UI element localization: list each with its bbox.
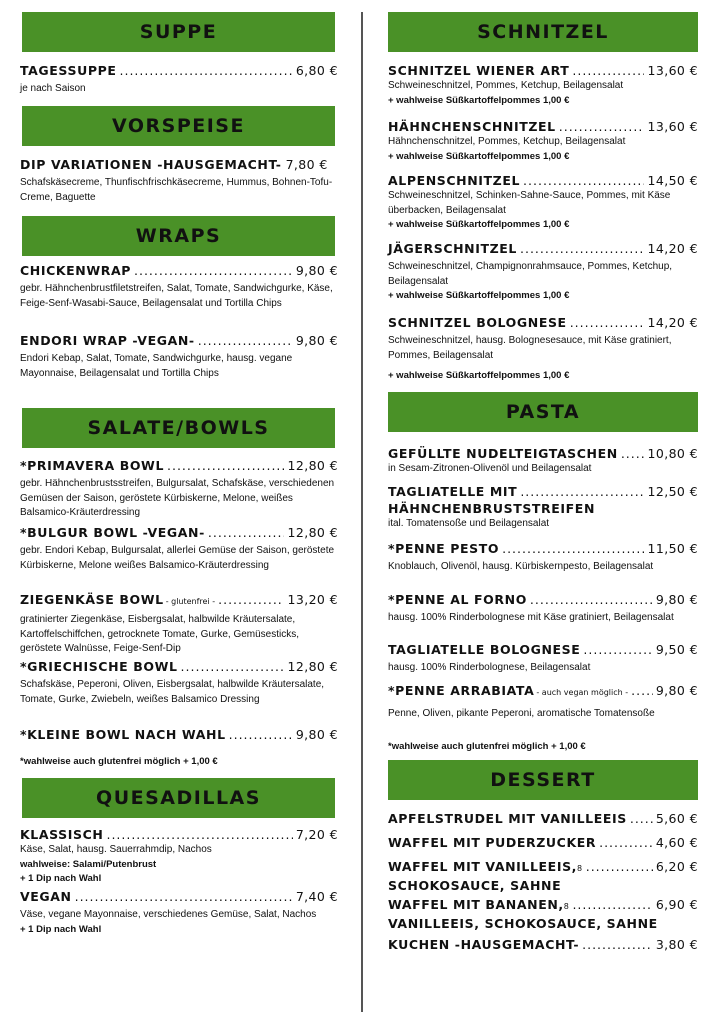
section-title: SUPPE [139,21,218,43]
item-price: 5,60 € [655,811,698,826]
item-price: 10,80 € [647,446,698,461]
item-description: hausg. 100% Rinderbolognese, Beilagensalat [388,662,591,673]
item-description: gratinierter Ziegenkäse, Eisbergsalat, halbwilde Kräutersalate, Kartoffelschiffchen, getrocknete Tomate, Gurke, Gemüsesticks, geröstete Walnüsse, Feige-Senf-Dip [20,614,300,654]
section-banner-schnitzel [388,12,698,52]
menu-item [20,658,338,707]
item-price: 14,20 € [647,241,698,256]
item-price: 7,20 € [295,827,338,842]
item-name: *PENNE PESTO [388,541,500,556]
section-title: SALATE/BOWLS [87,417,270,439]
item-superscript: 8 [563,902,570,911]
section-banner-quesadillas [22,778,335,818]
item-name: WAFFEL MIT PUDERZUCKER [388,835,597,850]
menu-item [388,483,698,532]
item-price: 12,80 € [287,458,338,473]
item-extra: + 1 Dip nach Wahl [20,923,102,935]
item-price: 9,80 € [655,592,698,607]
item-price: 9,80 € [295,263,338,278]
item-name: DIP VARIATIONEN -HAUSGEMACHT- [20,157,282,172]
item-price: 3,80 € [655,937,698,952]
menu-item [20,888,338,937]
item-superscript: 8 [577,864,583,873]
item-price: 12,80 € [287,659,338,674]
menu-item [388,172,698,232]
item-name: *BULGUR BOWL -VEGAN- [20,525,205,540]
item-description: Penne, Oliven, pikante Peperoni, aromatische Tomatensoße [388,708,655,719]
item-price: 9,80 € [295,333,338,348]
section-title: WRAPS [135,225,222,247]
menu-item [388,445,698,477]
item-note: - auch vegan möglich - [536,688,629,697]
item-price: 7,80 € [285,157,328,172]
section-title: DESSERT [490,769,596,791]
menu-item [20,457,338,521]
menu-item [20,262,338,311]
item-extra: wahlweise: Salami/Putenbrust [20,858,157,870]
item-name: HÄHNCHENSCHNITZEL [388,119,556,134]
item-name: ENDORI WRAP -VEGAN- [20,333,195,348]
item-description: hausg. 100% Rinderbolognese mit Käse gratiniert, Beilagensalat [388,612,674,623]
item-description: Schweineschnitzel, Champignonrahmsauce, Pommes, Ketchup, Beilagensalat [388,261,673,287]
column-divider [361,12,363,1012]
item-name: *GRIECHISCHE BOWL [20,659,178,674]
item-price: 7,40 € [295,889,338,904]
item-description: gebr. Hähnchenbrustsstreifen, Bulgursalat, Schafskäse, verschiedenen Gemüsen der Saison, geröstete Kürbiskerne, Melone, weißes Balsamico-Kräuterdressing [20,478,335,518]
menu-item [388,641,698,676]
item-description: Schweineschnitzel, hausg. Bolognesesauce, mit Käse gratiniert, Pommes, Beilagensalat [388,335,672,361]
item-name: KUCHEN -HAUSGEMACHT- [388,937,580,952]
item-description: gebr. Endori Kebap, Bulgursalat, allerlei Gemüse der Saison, geröstete Kürbiskerne, Melone weißes Balsamico-Kräuterdressing [20,545,335,571]
menu-item [388,834,698,851]
item-description: Schweineschnitzel, Schinken-Sahne-Sauce, Pommes, mit Käse überbacken, Beilagensalat [388,190,671,216]
item-price: 13,60 € [647,119,698,134]
item-name: CHICKENWRAP [20,263,131,278]
footnote: *wahlweise auch glutenfrei möglich + 1,00 € [20,756,218,767]
menu-item [388,896,698,932]
footnote: *wahlweise auch glutenfrei möglich + 1,00 € [388,741,586,752]
item-extra: + wahlweise Süßkartoffelpommes 1,00 € [388,290,570,301]
item-name: TAGLIATELLE MIT [388,484,518,499]
item-name-line2: VANILLEEIS, SCHOKOSAUCE, SAHNE [388,916,658,931]
item-price: 14,50 € [647,173,698,188]
item-price: 9,50 € [655,642,698,657]
item-name: VEGAN [20,889,72,904]
item-name: JÄGERSCHNITZEL [388,241,517,256]
item-extra: + wahlweise Süßkartoffelpommes 1,00 € [388,370,570,381]
item-price: 9,80 € [295,727,338,742]
item-description: Schweineschnitzel, Pommes, Ketchup, Beilagensalat [388,80,624,91]
item-price: 9,80 € [655,683,698,698]
item-description: Käse, Salat, hausg. Sauerrahmdip, Nachos [20,844,212,855]
item-name: SCHNITZEL WIENER ART [388,63,570,78]
item-extra: + wahlweise Süßkartoffelpommes 1,00 € [388,150,570,162]
item-name: TAGLIATELLE BOLOGNESE [388,642,581,657]
menu-item [20,826,338,886]
menu-item [20,524,338,573]
item-description: in Sesam-Zitronen-Olivenöl und Beilagensalat [388,463,592,474]
section-banner-pasta [388,392,698,432]
item-price: 14,20 € [647,315,698,330]
item-name: ALPENSCHNITZEL [388,173,521,188]
item-price: 12,80 € [287,525,338,540]
item-description: gebr. Hähnchenbrustfiletstreifen, Salat, Tomate, Sandwichgurke, Käse, Feige-Senf-Wasabi-Sauce, Beilagensalat und Tortilla Chips [20,283,333,309]
section-banner-wraps [22,216,335,256]
item-description: Knoblauch, Olivenöl, hausg. Kürbiskernpesto, Beilagensalat [388,561,654,572]
menu-item [20,62,338,97]
item-name: *KLEINE BOWL NACH WAHL [20,727,226,742]
item-description: ital. Tomatensoße und Beilagensalat [388,518,550,529]
item-extra: + wahlweise Süßkartoffelpommes 1,00 € [388,94,570,106]
item-price: 6,80 € [295,63,338,78]
section-title: SCHNITZEL [477,21,609,43]
item-name: GEFÜLLTE NUDELTEIGTASCHEN [388,446,618,461]
item-description: je nach Saison [20,83,86,94]
item-name: *PENNE ARRABIATA [388,683,535,698]
item-price: 6,20 € [655,859,698,874]
item-name: WAFFEL MIT VANILLEEIS, [388,859,578,874]
item-price: 11,50 € [647,541,698,556]
item-price: 13,60 € [647,63,698,78]
menu-item [20,591,338,657]
item-price: 6,90 € [655,897,698,912]
item-name: *PENNE AL FORNO [388,592,527,607]
item-description: Hähnchenschnitzel, Pommes, Ketchup, Beilagensalat [388,136,626,147]
item-name: TAGESSUPPE [20,63,117,78]
section-title: VORSPEISE [112,115,245,137]
section-title: PASTA [505,401,581,423]
item-description: Schafskäse, Peperoni, Oliven, Eisbergsalat, halbwilde Kräutersalate, Tomate, Gurke, Zwiebeln, weißes Balsamico Dressing [20,679,325,705]
item-description: Schafskäsecreme, Thunfischfrischkäsecreme, Hummus, Bohnen-Tofu-Creme, Baguette [20,177,333,203]
item-price: 12,50 € [647,484,698,499]
menu-item [20,332,338,381]
item-note: - glutenfrei - [165,597,216,606]
item-name-line2: SCHOKOSAUCE, SAHNE [388,878,562,893]
menu-item [388,810,698,827]
item-extra: + 1 Dip nach Wahl [20,872,102,884]
section-banner-vorspeise [22,106,335,146]
menu-item [388,858,698,894]
menu-item [20,156,338,205]
item-extra: + wahlweise Süßkartoffelpommes 1,00 € [388,219,570,230]
section-banner-salate [22,408,335,448]
menu-item [388,62,698,108]
menu-item [388,314,698,383]
menu-item [388,936,698,953]
menu-item [388,240,698,303]
item-name: APFELSTRUDEL MIT VANILLEEIS [388,811,627,826]
item-description: Väse, vegane Mayonnaise, verschiedenes Gemüse, Salat, Nachos [20,909,317,920]
menu-item [388,118,698,164]
menu-item [388,682,698,722]
item-description: Endori Kebap, Salat, Tomate, Sandwichgurke, hausg. vegane Mayonnaise, Beilagensalat und Tortilla Chips [20,353,293,379]
item-name: *PRIMAVERA BOWL [20,458,165,473]
item-name: ZIEGENKÄSE BOWL [20,592,164,607]
item-price: 13,20 € [287,592,338,607]
menu-item [388,591,698,626]
item-name-line2: HÄHNCHENBRUSTSTREIFEN [388,501,596,516]
item-name: KLASSISCH [20,827,104,842]
menu-item [20,726,338,743]
section-title: QUESADILLAS [96,787,261,809]
section-banner-suppe [22,12,335,52]
item-name: WAFFEL MIT BANANEN, [388,897,564,912]
menu-item [388,540,698,575]
item-name: SCHNITZEL BOLOGNESE [388,315,567,330]
section-banner-dessert [388,760,698,800]
item-price: 4,60 € [655,835,698,850]
